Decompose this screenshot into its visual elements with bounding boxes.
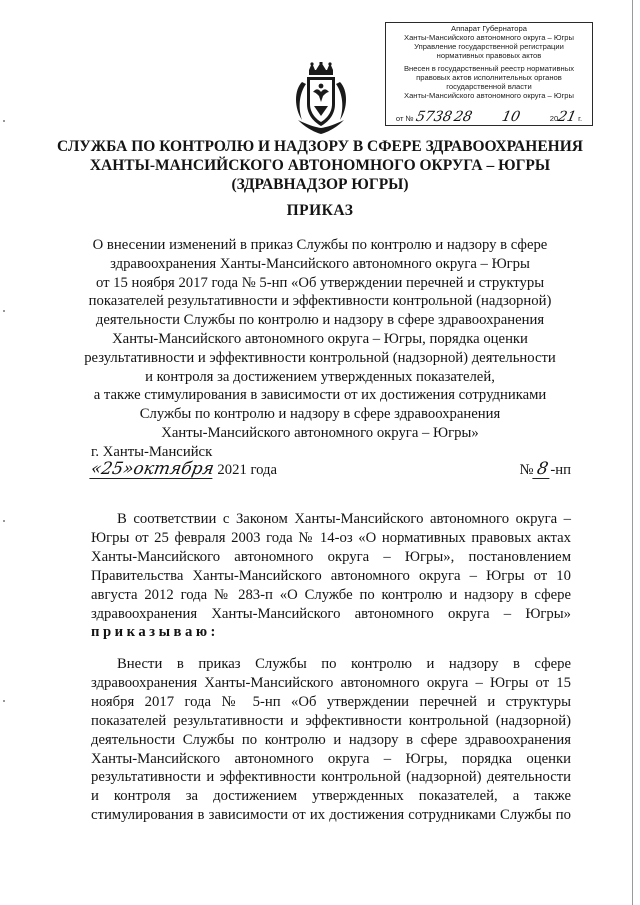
stamp-line: Ханты-Мансийского автономного округа – Югры bbox=[404, 33, 574, 42]
subject-line: Службы по контролю и надзору в сфере здравоохранения bbox=[139, 406, 501, 423]
document-date bbox=[91, 460, 277, 479]
subject-line: результативности и эффективности контрольной (надзорной) деятельности bbox=[84, 349, 556, 366]
subject-line: Ханты-Мансийского автономного округа – Югры, порядка оценки bbox=[112, 330, 528, 347]
stamp-reg-day: 28 bbox=[451, 109, 474, 125]
subject-line: и контроля за достижением утвержденных показателей, bbox=[145, 368, 495, 385]
stamp-reg-year: 21 bbox=[556, 109, 578, 125]
subject-line: а также стимулирования в зависимости от их достижения сотрудниками bbox=[93, 387, 547, 404]
stamp-line: Ханты-Мансийского автономного округа – Югры bbox=[404, 91, 574, 100]
scan-dot bbox=[3, 700, 5, 702]
stamp-reg-prefix: от № bbox=[395, 114, 414, 123]
scan-dot bbox=[3, 310, 5, 312]
subject-line: О внесении изменений в приказ Службы по контролю и надзору в сфере bbox=[92, 237, 548, 253]
paragraph-line: Ханты-Мансийского автономного округа – Югры, порядка оценки bbox=[91, 750, 571, 767]
crown-icon bbox=[309, 62, 333, 75]
paragraph-line: Внести в приказ Службы по контролю и надзору в сфере bbox=[117, 656, 571, 672]
stamp-line: нормативных правовых актов bbox=[436, 51, 542, 60]
scan-dot bbox=[3, 520, 5, 522]
paragraph-line: августа 2012 года № 283-п «О Службе по контролю и надзору в сфере bbox=[91, 586, 571, 603]
paragraph-line: Ханты-Мансийского автономного округа – Югры», постановлением bbox=[91, 548, 571, 565]
page-edge-line bbox=[632, 0, 633, 905]
subject-line: показателей результативности и эффективности контрольной (надзорной) bbox=[88, 293, 552, 310]
date-year: 2021 года bbox=[217, 462, 278, 478]
date-number-row bbox=[91, 460, 571, 482]
scan-dot bbox=[3, 120, 5, 122]
document-city: г. Ханты-Мансийск bbox=[91, 444, 213, 460]
paragraph-line: и контроля за достижением утвержденных показателей, а также bbox=[91, 788, 571, 805]
stamp-reg-number: 5738 bbox=[414, 109, 454, 125]
date-day: 25 bbox=[99, 459, 125, 479]
paragraph-line: здравоохранения Ханты-Мансийского автономного округа – Югры» bbox=[91, 605, 571, 622]
registration-stamp bbox=[385, 22, 593, 126]
document-number bbox=[520, 460, 571, 479]
paragraph-preamble bbox=[91, 510, 571, 642]
stamp-reg-month: 10 bbox=[500, 109, 522, 125]
stamp-reg-suffix: г. bbox=[578, 114, 583, 123]
stamp-reg-year-prefix: 20 bbox=[549, 114, 559, 123]
paragraph-order bbox=[91, 655, 571, 825]
date-handwritten: «25»октября bbox=[89, 459, 216, 479]
subject-line: Ханты-Мансийского автономного округа – Югры» bbox=[161, 424, 479, 441]
number-value: 8 bbox=[532, 460, 552, 479]
stamp-registration-row bbox=[390, 109, 588, 125]
paragraph-line: Правительства Ханты-Мансийского автономного округа – Югры от 10 bbox=[91, 567, 571, 584]
date-month: октября bbox=[131, 459, 216, 479]
stamp-line: правовых актов исполнительных органов bbox=[416, 73, 562, 82]
number-suffix: -нп bbox=[550, 462, 571, 478]
stamp-line: Внесен в государственный реестр нормативных bbox=[403, 64, 575, 73]
paragraph-line: стимулирования в зависимости от их достижения сотрудниками Службы по bbox=[91, 807, 571, 824]
stamp-line: государственной власти bbox=[446, 82, 532, 91]
paragraph-line: Югры от 25 февраля 2003 года № 14-оз «О нормативных правовых актах bbox=[91, 529, 571, 546]
order-word: приказываю: bbox=[91, 624, 219, 641]
document-subject bbox=[70, 236, 570, 443]
subject-line: деятельности Службы по контролю и надзору в сфере здравоохранения bbox=[95, 312, 545, 329]
subject-line: от 15 ноября 2017 года № 5-нп «Об утверждении перечней и структуры bbox=[95, 274, 545, 291]
organization-line: ХАНТЫ-МАНСИЙСКОГО АВТОНОМНОГО ОКРУГА – ЮГРЫ bbox=[89, 157, 551, 174]
paragraph-line: результативности и эффективности контрольной (надзорной) деятельности bbox=[91, 769, 571, 786]
coat-of-arms-emblem bbox=[292, 62, 350, 136]
subject-line: здравоохранения Ханты-Мансийского автономного округа – Югры bbox=[110, 255, 530, 272]
document-type: ПРИКАЗ bbox=[286, 202, 354, 219]
paragraph-line: деятельности Службы по контролю и надзору в сфере здравоохранения bbox=[91, 731, 571, 748]
organization-name bbox=[40, 137, 600, 194]
organization-line: (ЗДРАВНАДЗОР ЮГРЫ) bbox=[231, 176, 409, 193]
paragraph-line: показателей результативности и эффективности контрольной (надзорной) bbox=[91, 712, 571, 729]
paragraph-line: ноября 2017 года № 5-нп «Об утверждении перечней и структуры bbox=[91, 693, 571, 710]
stamp-line: Аппарат Губернатора bbox=[451, 24, 527, 33]
number-prefix: № bbox=[519, 462, 534, 478]
paragraph-line: В соответствии с Законом Ханты-Мансийского автономного округа – bbox=[117, 511, 571, 527]
paragraph-line: здравоохранения Ханты-Мансийского автономного округа – Югры от 15 bbox=[91, 674, 571, 691]
organization-line: СЛУЖБА ПО КОНТРОЛЮ И НАДЗОРУ В СФЕРЕ ЗДРАВООХРАНЕНИЯ bbox=[57, 138, 583, 155]
stamp-line: Управление государственной регистрации bbox=[414, 42, 564, 51]
